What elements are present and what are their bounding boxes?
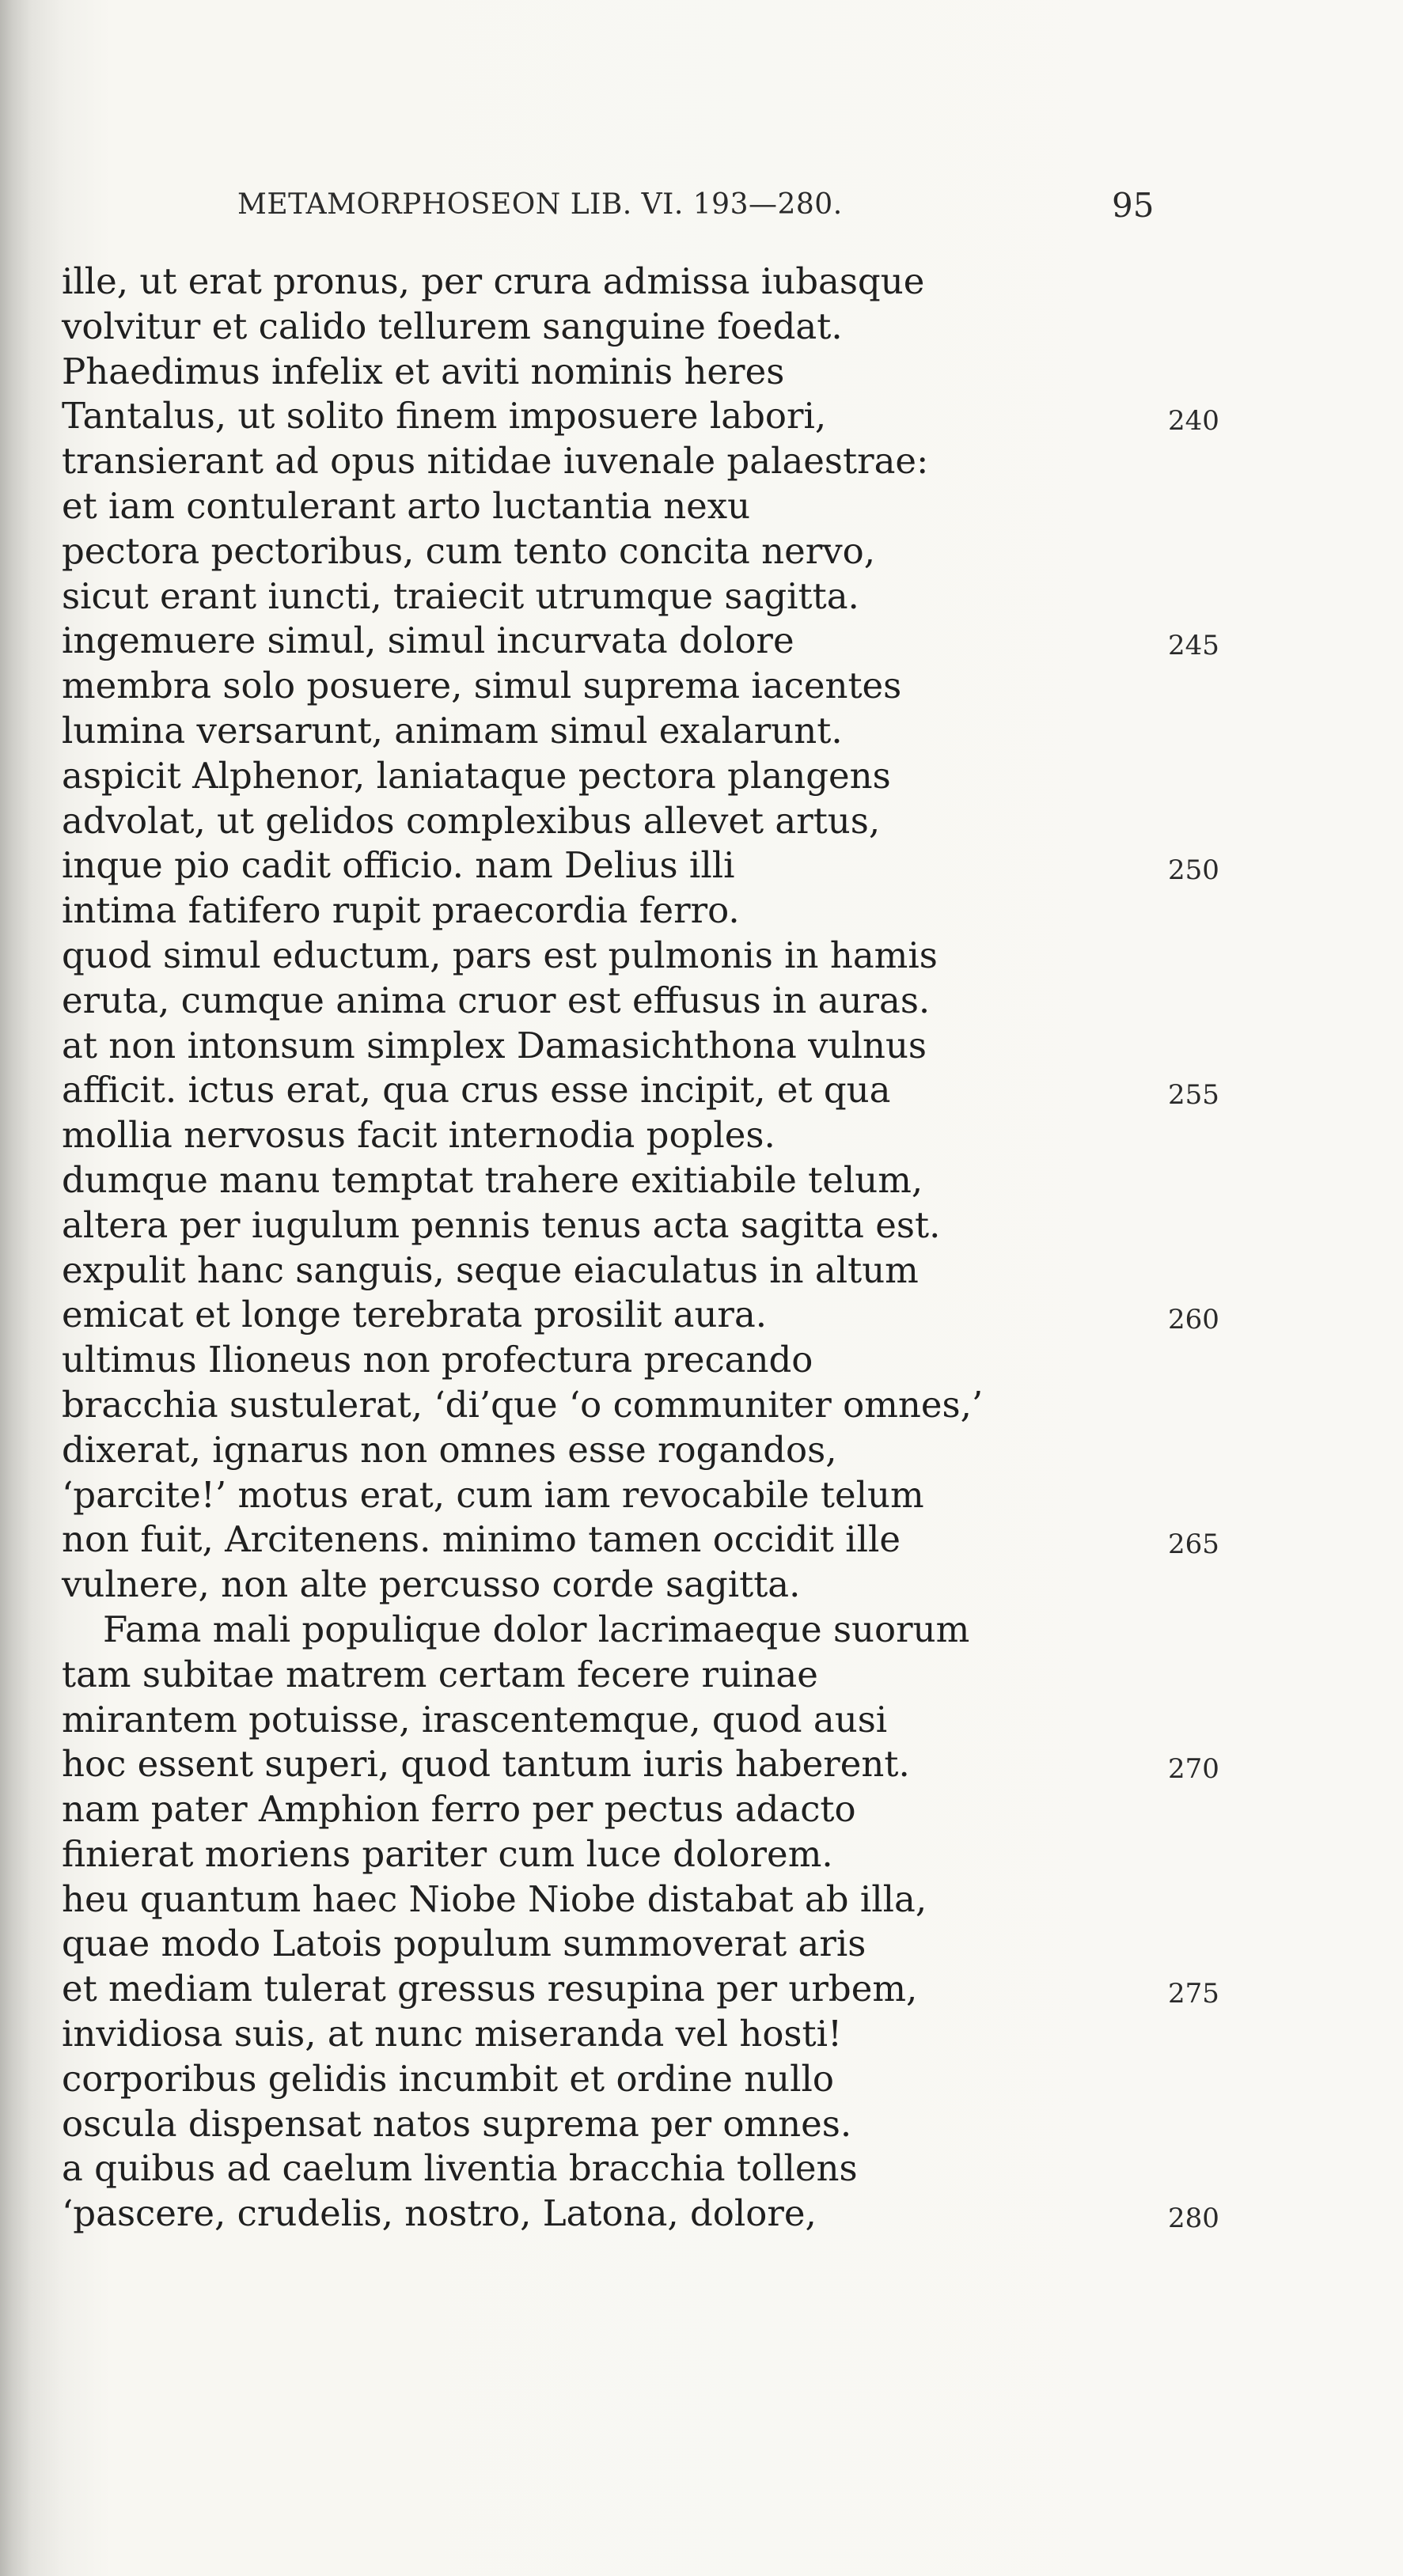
- line-number: 260: [1168, 1304, 1219, 1336]
- verse-line: [0, 664, 1403, 709]
- verse-text: a quibus ad caelum liventia bracchia tollens: [62, 2147, 858, 2190]
- verse-line: [0, 799, 1403, 844]
- verse-line: [0, 2146, 1403, 2191]
- page-number: 95: [1112, 186, 1155, 225]
- verse-line: [0, 2191, 1403, 2237]
- verse-text: lumina versarunt, animam simul exalarunt.: [62, 709, 843, 752]
- verse-text: ille, ut erat pronus, per crura admissa iubasque: [62, 260, 925, 302]
- line-number: 275: [1168, 1978, 1219, 2010]
- verse-text: pectora pectoribus, cum tento concita nervo,: [62, 529, 876, 572]
- verse-text: dumque manu temptat trahere exitiabile telum,: [62, 1158, 923, 1201]
- verse-line: [0, 1383, 1403, 1428]
- verse-text: intima fatifero rupit praecordia ferro.: [62, 889, 740, 932]
- verse-line: [0, 1698, 1403, 1743]
- verse-line: [0, 1158, 1403, 1203]
- verse-text: et iam contulerant arto luctantia nexu: [62, 484, 751, 527]
- verse-line: [0, 1608, 1403, 1653]
- verse-text: emicat et longe terebrata prosilit aura.: [62, 1294, 768, 1336]
- verse-text: eruta, cumque anima cruor est effusus in auras.: [62, 979, 931, 1021]
- verse-line: [0, 754, 1403, 799]
- verse-text: at non intonsum simplex Damasichthona vulnus: [62, 1024, 927, 1066]
- verse-line: [0, 305, 1403, 350]
- verse-text: expulit hanc sanguis, seque eiaculatus in altum: [62, 1248, 919, 1291]
- verse-text: dixerat, ignarus non omnes esse rogandos,: [62, 1428, 837, 1471]
- verse-line: [0, 979, 1403, 1024]
- verse-line: [0, 1113, 1403, 1158]
- verse-text: oscula dispensat natos suprema per omnes.: [62, 2102, 852, 2145]
- verse-line: [0, 1832, 1403, 1877]
- verse-text: membra solo posuere, simul suprema iacentes: [62, 665, 902, 707]
- verse-line: [0, 439, 1403, 484]
- line-number: 255: [1168, 1079, 1219, 1112]
- verse-line: [0, 1517, 1403, 1563]
- verse-line: [0, 1338, 1403, 1383]
- verse-line: [0, 1203, 1403, 1248]
- verse-line: [0, 1068, 1403, 1113]
- verse-text: invidiosa suis, at nunc miseranda vel hosti!: [62, 2013, 843, 2055]
- verse-line: [0, 1922, 1403, 1967]
- verse-text: ultimus Ilioneus non profectura precando: [62, 1339, 813, 1381]
- verse-text: Fama mali populique dolor lacrimaeque suorum: [103, 1608, 970, 1650]
- verse-text: nam pater Amphion ferro per pectus adacto: [62, 1788, 856, 1831]
- verse-text: Tantalus, ut solito finem imposuere labori,: [62, 395, 827, 438]
- verse-text: transierant ad opus nitidae iuvenale palaestrae:: [62, 440, 929, 483]
- verse-line: [0, 1967, 1403, 2012]
- verse-text: ‘parcite!’ motus erat, cum iam revocabile telum: [62, 1473, 924, 1516]
- verse-text: corporibus gelidis incumbit et ordine nullo: [62, 2057, 835, 2100]
- line-number: 245: [1168, 630, 1219, 662]
- verse-text: ingemuere simul, simul incurvata dolore: [62, 619, 794, 662]
- verse-line: [0, 259, 1403, 305]
- verse-text: quae modo Latois populum summoverat aris: [62, 1923, 866, 1965]
- verse-line: [0, 888, 1403, 934]
- line-number: 265: [1168, 1529, 1219, 1561]
- verse-line: [0, 1428, 1403, 1473]
- line-number: 240: [1168, 405, 1219, 438]
- verse-text: sicut erant iuncti, traiecit utrumque sagitta.: [62, 574, 859, 617]
- verse-line: [0, 1653, 1403, 1698]
- verse-line: [0, 2012, 1403, 2057]
- verse-text: et mediam tulerat gressus resupina per urbem,: [62, 1968, 918, 2010]
- verse-text: afficit. ictus erat, qua crus esse incipit, et qua: [62, 1069, 891, 1112]
- verse-line: [0, 574, 1403, 619]
- line-number: 270: [1168, 1753, 1219, 1786]
- verse-line: [0, 2102, 1403, 2147]
- verse-text: advolat, ut gelidos complexibus allevet artus,: [62, 799, 881, 842]
- verse-text: mollia nervosus facit internodia poples.: [62, 1114, 775, 1157]
- verse-list: [0, 259, 1403, 2237]
- verse-line: [0, 709, 1403, 754]
- verse-text: heu quantum haec Niobe Niobe distabat ab illa,: [62, 1877, 927, 1920]
- verse-line: [0, 1293, 1403, 1338]
- verse-line: [0, 1473, 1403, 1518]
- verse-text: Phaedimus infelix et aviti nominis heres: [62, 350, 785, 392]
- verse-text: finierat moriens pariter cum luce dolorem.: [62, 1832, 833, 1875]
- verse-line: [0, 529, 1403, 574]
- verse-text: inque pio cadit officio. nam Delius illi: [62, 844, 735, 887]
- verse-text: hoc essent superi, quod tantum iuris haberent.: [62, 1743, 910, 1786]
- verse-text: aspicit Alphenor, laniataque pectora plangens: [62, 754, 891, 797]
- line-number: 250: [1168, 854, 1219, 887]
- running-head: METAMORPHOSEON LIB. VI. 193—280.: [237, 188, 843, 221]
- verse-line: [0, 1742, 1403, 1787]
- verse-text: mirantem potuisse, irascentemque, quod ausi: [62, 1698, 888, 1741]
- verse-text: altera per iugulum pennis tenus acta sagitta est.: [62, 1203, 941, 1246]
- verse-line: [0, 1787, 1403, 1832]
- verse-line: [0, 619, 1403, 664]
- verse-line: [0, 843, 1403, 888]
- verse-line: [0, 350, 1403, 395]
- verse-text: ‘pascere, crudelis, nostro, Latona, dolore,: [62, 2192, 817, 2235]
- verse-text: bracchia sustulerat, ‘di’que ‘o communiter omnes,’: [62, 1383, 984, 1426]
- line-number: 280: [1168, 2203, 1219, 2235]
- verse-line: [0, 1877, 1403, 1923]
- verse-line: [0, 1024, 1403, 1069]
- verse-text: volvitur et calido tellurem sanguine foedat.: [62, 305, 843, 347]
- verse-line: [0, 934, 1403, 979]
- verse-line: [0, 394, 1403, 439]
- verse-line: [0, 1248, 1403, 1294]
- verse-line: [0, 1563, 1403, 1608]
- verse-text: vulnere, non alte percusso corde sagitta.: [62, 1563, 801, 1606]
- verse-text: quod simul eductum, pars est pulmonis in hamis: [62, 934, 938, 976]
- verse-text: non fuit, Arcitenens. minimo tamen occidit ille: [62, 1518, 901, 1561]
- verse-line: [0, 2057, 1403, 2102]
- verse-text: tam subitae matrem certam fecere ruinae: [62, 1653, 818, 1695]
- verse-line: [0, 484, 1403, 529]
